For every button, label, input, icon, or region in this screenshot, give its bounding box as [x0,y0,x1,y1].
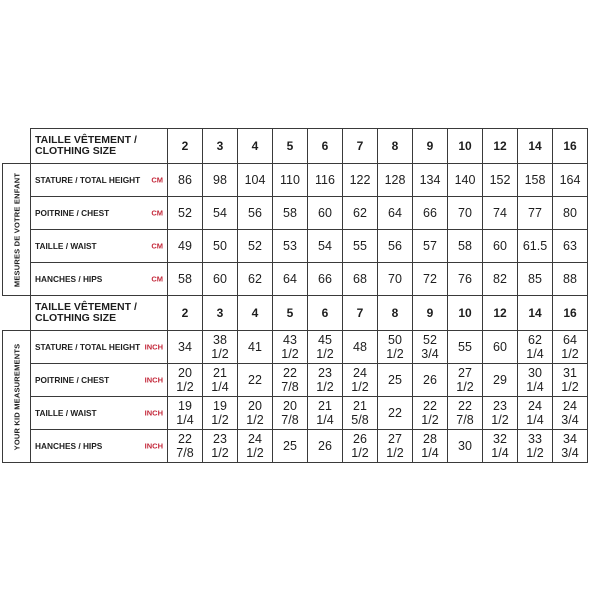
size-header-cell: 14 [518,129,553,164]
value-cell: 77 [518,197,553,230]
value-cell: 27 1/2 [378,430,413,463]
size-header-cell: 12 [483,129,518,164]
value-cell: 70 [448,197,483,230]
value-cell: 128 [378,164,413,197]
size-header-cell: 16 [553,296,588,331]
value-cell: 30 [448,430,483,463]
inch_section-side-cell [3,331,31,463]
unit-label: INCH [144,375,163,385]
table-row [3,364,588,397]
value-cell: 54 [308,230,343,263]
value-cell: 22 7/8 [168,430,203,463]
size-header-cell: 4 [238,296,273,331]
size-header-row [3,296,588,331]
measurement-label [31,397,168,430]
value-cell: 22 [378,397,413,430]
measurement-label [31,230,168,263]
value-cell: 104 [238,164,273,197]
value-cell: 60 [203,263,238,296]
value-cell: 41 [238,331,273,364]
size-header-cell: 10 [448,296,483,331]
side-label: MESURES DE VOTRE ENFANT [12,172,21,287]
value-cell: 152 [483,164,518,197]
value-cell: 24 1/2 [238,430,273,463]
value-cell: 60 [483,331,518,364]
value-cell: 53 [273,230,308,263]
value-cell: 24 3/4 [553,397,588,430]
value-cell: 20 7/8 [273,397,308,430]
value-cell: 25 [273,430,308,463]
size-header-cell: 2 [168,129,203,164]
value-cell: 19 1/4 [168,397,203,430]
value-cell: 22 [238,364,273,397]
size-chart [2,128,588,463]
unit-label: INCH [144,441,163,451]
unit-label: CM [151,241,163,251]
value-cell: 110 [273,164,308,197]
size-header-cell: 8 [378,129,413,164]
measurement-name: STATURE / TOTAL HEIGHT [35,342,141,352]
size-header-cell: 9 [413,296,448,331]
value-cell: 52 [168,197,203,230]
value-cell: 52 [238,230,273,263]
value-cell: 32 1/4 [483,430,518,463]
unit-label: INCH [144,342,163,352]
value-cell: 21 1/4 [308,397,343,430]
value-cell: 23 1/2 [483,397,518,430]
measurement-name: POITRINE / CHEST [35,375,110,385]
size-header-row [3,129,588,164]
value-cell: 34 [168,331,203,364]
measurement-label [31,430,168,463]
measurement-label [31,364,168,397]
table-row [3,230,588,263]
size-header-cell: 5 [273,296,308,331]
size-header-cell: 8 [378,296,413,331]
value-cell: 19 1/2 [203,397,238,430]
value-cell: 58 [448,230,483,263]
value-cell: 20 1/2 [238,397,273,430]
size-header-cell: 4 [238,129,273,164]
value-cell: 64 [273,263,308,296]
value-cell: 158 [518,164,553,197]
value-cell: 24 1/2 [343,364,378,397]
value-cell: 50 [203,230,238,263]
value-cell: 60 [308,197,343,230]
corner-blank [3,129,31,164]
value-cell: 48 [343,331,378,364]
value-cell: 66 [308,263,343,296]
value-cell: 52 3/4 [413,331,448,364]
value-cell: 31 1/2 [553,364,588,397]
measurement-label [31,164,168,197]
value-cell: 54 [203,197,238,230]
side-label: YOUR KID MEASUREMENTS [12,343,21,450]
measurement-name: TAILLE / WAIST [35,408,97,418]
table-row [3,263,588,296]
value-cell: 116 [308,164,343,197]
corner-blank [3,296,31,331]
value-cell: 82 [483,263,518,296]
value-cell: 134 [413,164,448,197]
value-cell: 26 [308,430,343,463]
value-cell: 60 [483,230,518,263]
value-cell: 58 [273,197,308,230]
value-cell: 140 [448,164,483,197]
value-cell: 45 1/2 [308,331,343,364]
cm_section-side-cell [3,164,31,296]
value-cell: 55 [343,230,378,263]
size-header-cell: 14 [518,296,553,331]
table-row [3,197,588,230]
value-cell: 88 [553,263,588,296]
value-cell: 34 3/4 [553,430,588,463]
size-header-cell: 2 [168,296,203,331]
value-cell: 70 [378,263,413,296]
value-cell: 66 [413,197,448,230]
size-header-cell: 7 [343,296,378,331]
value-cell: 68 [343,263,378,296]
value-cell: 122 [343,164,378,197]
value-cell: 56 [378,230,413,263]
size-header-cell: 5 [273,129,308,164]
unit-label: CM [151,274,163,284]
table-row [3,164,588,197]
value-cell: 22 1/2 [413,397,448,430]
value-cell: 26 1/2 [343,430,378,463]
table-row [3,397,588,430]
table-row [3,430,588,463]
value-cell: 62 [238,263,273,296]
value-cell: 21 5/8 [343,397,378,430]
value-cell: 80 [553,197,588,230]
measurement-label [31,263,168,296]
value-cell: 43 1/2 [273,331,308,364]
size-header-cell: 6 [308,296,343,331]
value-cell: 49 [168,230,203,263]
value-cell: 62 [343,197,378,230]
value-cell: 24 1/4 [518,397,553,430]
value-cell: 25 [378,364,413,397]
size-chart-table [2,128,588,463]
value-cell: 38 1/2 [203,331,238,364]
value-cell: 63 [553,230,588,263]
value-cell: 26 [413,364,448,397]
measurement-name: TAILLE / WAIST [35,241,97,251]
table-row [3,331,588,364]
unit-label: CM [151,175,163,185]
value-cell: 72 [413,263,448,296]
size-header-cell: 9 [413,129,448,164]
measurement-name: HANCHES / HIPS [35,274,103,284]
value-cell: 85 [518,263,553,296]
value-cell: 22 7/8 [273,364,308,397]
value-cell: 23 1/2 [308,364,343,397]
value-cell: 27 1/2 [448,364,483,397]
value-cell: 22 7/8 [448,397,483,430]
value-cell: 62 1/4 [518,331,553,364]
value-cell: 50 1/2 [378,331,413,364]
value-cell: 86 [168,164,203,197]
value-cell: 164 [553,164,588,197]
size-header-cell: 12 [483,296,518,331]
value-cell: 56 [238,197,273,230]
size-header-cell: 3 [203,129,238,164]
measurement-label [31,331,168,364]
value-cell: 20 1/2 [168,364,203,397]
unit-label: INCH [144,408,163,418]
value-cell: 23 1/2 [203,430,238,463]
value-cell: 61.5 [518,230,553,263]
value-cell: 64 [378,197,413,230]
value-cell: 58 [168,263,203,296]
clothing-size-label: TAILLE VÊTEMENT / CLOTHING SIZE [31,129,168,164]
value-cell: 55 [448,331,483,364]
value-cell: 76 [448,263,483,296]
value-cell: 74 [483,197,518,230]
measurement-name: POITRINE / CHEST [35,208,110,218]
clothing-size-label: TAILLE VÊTEMENT / CLOTHING SIZE [31,296,168,331]
unit-label: CM [151,208,163,218]
measurement-label [31,197,168,230]
measurement-name: HANCHES / HIPS [35,441,103,451]
size-header-cell: 16 [553,129,588,164]
value-cell: 28 1/4 [413,430,448,463]
value-cell: 98 [203,164,238,197]
value-cell: 29 [483,364,518,397]
size-header-cell: 3 [203,296,238,331]
size-header-cell: 6 [308,129,343,164]
size-header-cell: 10 [448,129,483,164]
value-cell: 57 [413,230,448,263]
value-cell: 33 1/2 [518,430,553,463]
size-header-cell: 7 [343,129,378,164]
value-cell: 64 1/2 [553,331,588,364]
value-cell: 30 1/4 [518,364,553,397]
measurement-name: STATURE / TOTAL HEIGHT [35,175,141,185]
value-cell: 21 1/4 [203,364,238,397]
